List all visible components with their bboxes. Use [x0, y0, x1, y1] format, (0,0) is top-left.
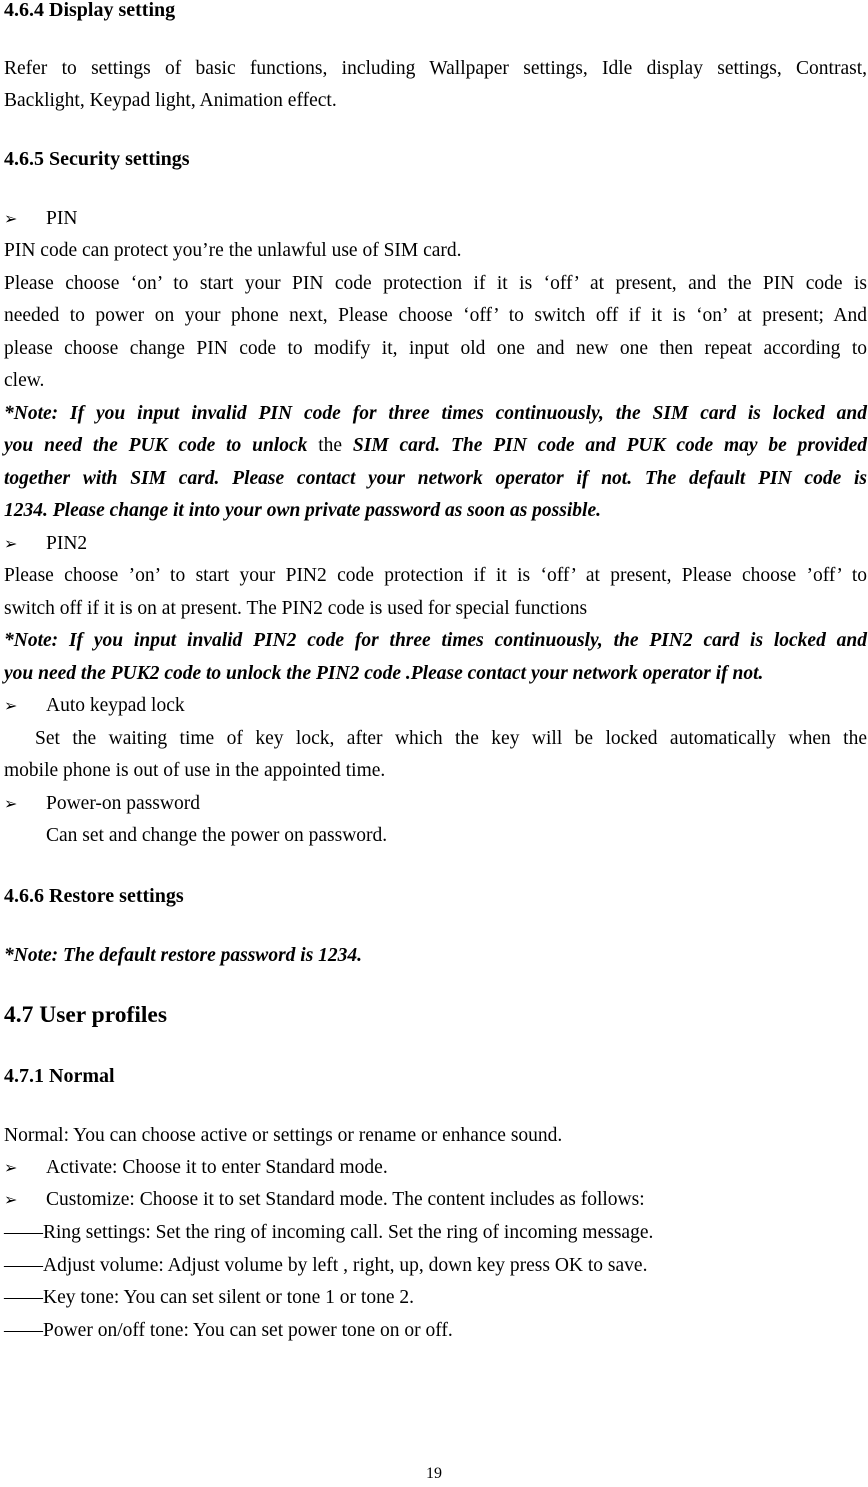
bullet-arrow-icon: ➢ [4, 534, 18, 553]
dash-item: ——Power on/off tone: You can set power tone on or off. [4, 1320, 453, 1341]
note-line: together with SIM card. Please contact your network operator if not. The default PIN code is [4, 468, 867, 489]
paragraph-line: mobile phone is out of use in the appointed time. [4, 760, 386, 781]
paragraph-line: clew. [4, 370, 45, 391]
paragraph-line: Please choose ’on’ to start your PIN2 code protection if it is ‘off’ at present, Please choose ’off’ to [4, 565, 867, 586]
dash-item: ——Ring settings: Set the ring of incoming call. Set the ring of incoming message. [4, 1222, 654, 1243]
bullet-arrow-icon: ➢ [4, 209, 18, 228]
paragraph-line: Please choose ‘on’ to start your PIN code protection if it is ‘off’ at present, and the PIN code is [4, 273, 867, 294]
heading-restore-settings: 4.6.6 Restore settings [4, 885, 184, 907]
note-segment: you need the PUK code to unlock [4, 435, 308, 456]
bullet-customize: Customize: Choose it to set Standard mode. The content includes as follows: [46, 1189, 645, 1210]
paragraph-line: needed to power on your phone next, Please choose ‘off’ to switch off if it is ‘on’ at present; And [4, 305, 867, 326]
bullet-arrow-icon: ➢ [4, 1190, 18, 1209]
bullet-activate: Activate: Choose it to enter Standard mode. [46, 1157, 388, 1178]
bullet-auto-keypad-lock-label: Auto keypad lock [46, 695, 185, 716]
heading-display-setting: 4.6.4 Display setting [4, 0, 176, 21]
heading-user-profiles: 4.7 User profiles [4, 1002, 167, 1028]
note-line: *Note: The default restore password is 1234. [4, 945, 363, 966]
heading-normal: 4.7.1 Normal [4, 1065, 115, 1087]
bullet-arrow-icon: ➢ [4, 696, 18, 715]
paragraph-line: Can set and change the power on password. [46, 825, 388, 846]
note-line: 1234. Please change it into your own private password as soon as possible. [4, 500, 601, 521]
note-segment: SIM card. The PIN code and PUK code may be provided [352, 435, 867, 456]
note-line: you need the PUK2 code to unlock the PIN2 code .Please contact your network operator if not. [4, 663, 764, 684]
note-line: *Note: If you input invalid PIN code for three times continuously, the SIM card is locked and [4, 403, 867, 424]
bullet-pin2-label: PIN2 [46, 533, 88, 554]
bullet-power-on-password-label: Power-on password [46, 793, 200, 814]
bullet-pin-label: PIN [46, 208, 78, 229]
note-segment-plain: the [318, 435, 343, 456]
bullet-arrow-icon: ➢ [4, 1158, 18, 1177]
note-line-mixed [4, 436, 867, 456]
paragraph-line: switch off if it is on at present. The PIN2 code is used for special functions [4, 598, 588, 619]
dash-item: ——Key tone: You can set silent or tone 1 or tone 2. [4, 1287, 414, 1308]
paragraph-line: Backlight, Keypad light, Animation effect. [4, 90, 337, 111]
bullet-arrow-icon: ➢ [4, 794, 18, 813]
paragraph-line: Set the waiting time of key lock, after which the key will be locked automatically when the [35, 728, 867, 749]
note-line: *Note: If you input invalid PIN2 code for three times continuously, the PIN2 card is locked and [4, 630, 867, 651]
heading-security-settings: 4.6.5 Security settings [4, 148, 190, 170]
paragraph-line: PIN code can protect you’re the unlawful use of SIM card. [4, 240, 462, 261]
paragraph-line: please choose change PIN code to modify it, input old one and new one then repeat according to [4, 338, 867, 359]
dash-item: ——Adjust volume: Adjust volume by left , right, up, down key press OK to save. [4, 1255, 648, 1276]
paragraph-line: Refer to settings of basic functions, including Wallpaper settings, Idle display settings, Contrast, [4, 58, 867, 79]
page-number: 19 [426, 1465, 442, 1482]
paragraph-line: Normal: You can choose active or settings or rename or enhance sound. [4, 1125, 563, 1146]
